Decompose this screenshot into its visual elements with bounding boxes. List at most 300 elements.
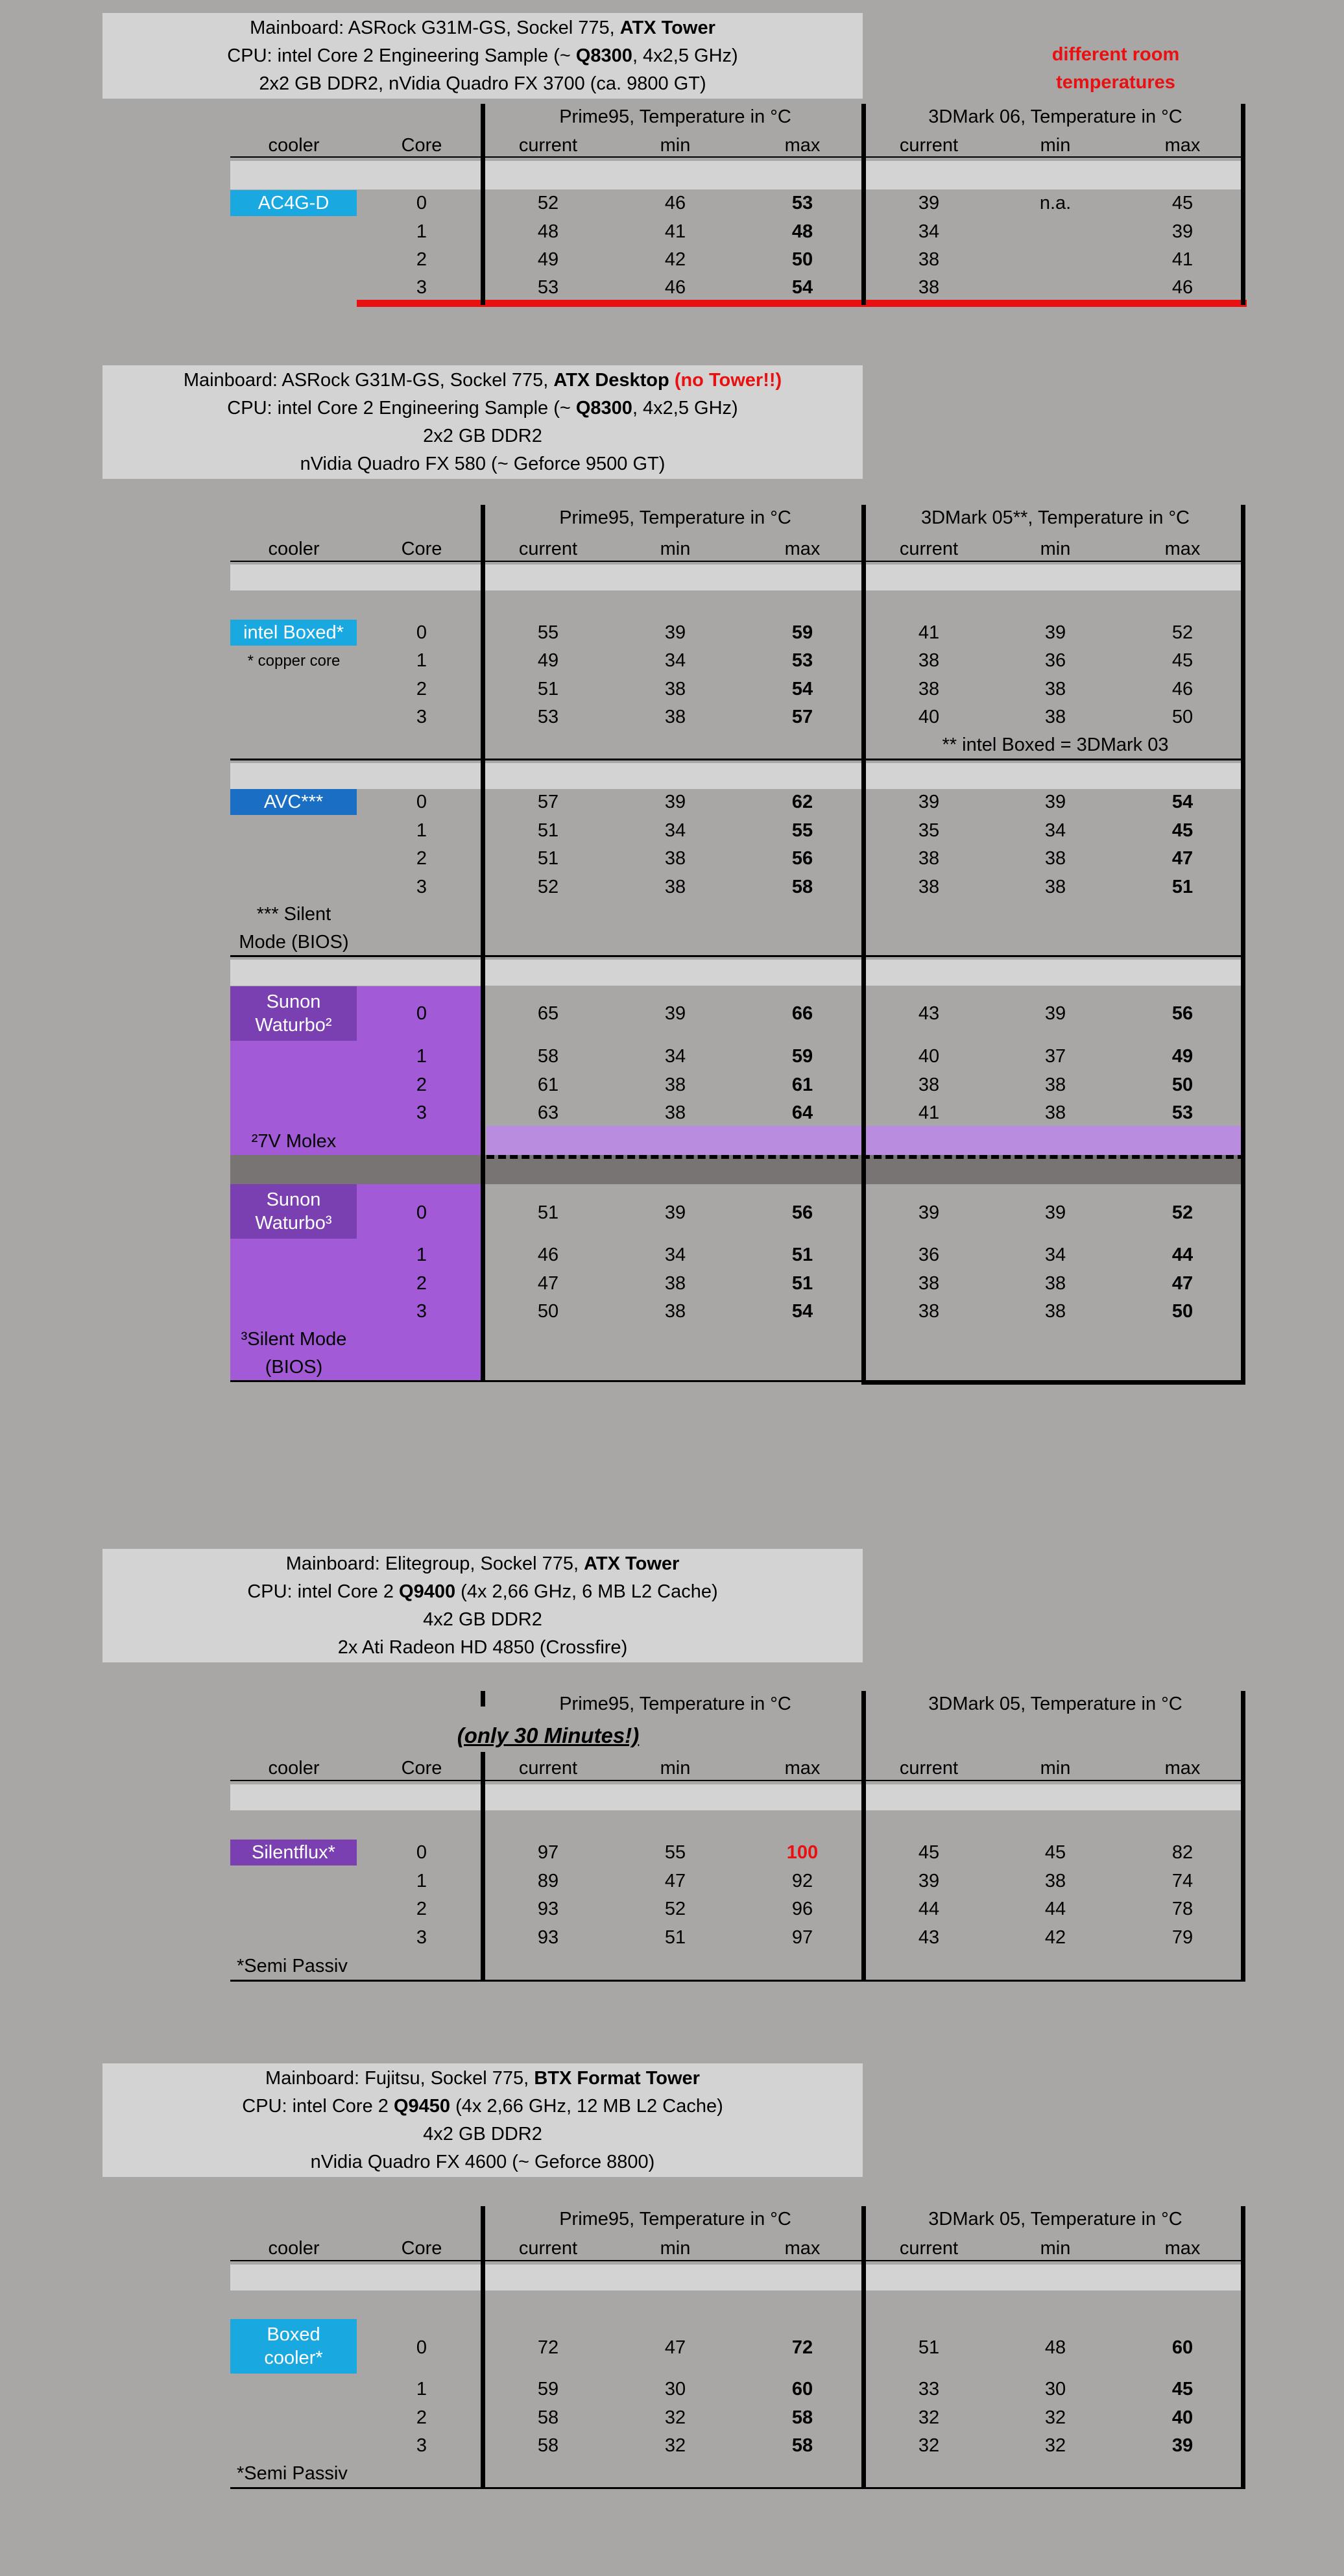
3dmark-value: 41	[918, 622, 940, 643]
prime95-value: 51	[791, 1245, 813, 1265]
prime95-value: 58	[537, 2407, 559, 2428]
3dmark-value: 52	[1171, 622, 1194, 643]
prime95-value: 30	[664, 2379, 686, 2400]
core-number: 3	[416, 877, 427, 897]
prime95-value: 97	[791, 1927, 813, 1948]
prime95-value: 53	[537, 707, 559, 727]
prime95-value: 54	[791, 1301, 813, 1322]
cooler-name	[255, 990, 331, 1037]
row-band	[230, 1155, 1245, 1184]
3dmark-value: 34	[1044, 820, 1066, 841]
3dmark-value: 49	[1171, 1046, 1194, 1067]
3dmark-value: 38	[918, 650, 940, 671]
prime95-value: 38	[664, 707, 686, 727]
3dmark-value: 39	[918, 1202, 940, 1223]
prime95-value: 66	[791, 1003, 813, 1024]
prime95-value: 58	[791, 2435, 813, 2456]
prime95-value: 38	[664, 1102, 686, 1123]
prime95-value: 38	[664, 848, 686, 869]
prime95-value: 62	[791, 792, 813, 812]
3dmark-value: 30	[1044, 2379, 1066, 2400]
core-number: 3	[416, 1102, 427, 1123]
cooler-note: *** Silent	[256, 904, 331, 925]
rule	[230, 156, 1245, 158]
column-divider	[1241, 104, 1245, 305]
column-divider	[861, 104, 866, 305]
cooler-name-line: Waturbo²	[255, 1015, 332, 1036]
prime95-header: Prime95, Temperature in °C	[559, 2209, 791, 2230]
prime95-value: 39	[664, 792, 686, 812]
core-number: 3	[416, 277, 427, 298]
3dmark-value: 46	[1171, 277, 1194, 298]
3dmark-value: 43	[918, 1003, 940, 1024]
3dmark-value: 52	[1171, 1202, 1194, 1223]
prime95-value: 51	[537, 820, 559, 841]
s2-info-line: Mainboard: ASRock G31M-GS, Sockel 775, ATX Desktop (no Tower!!)	[183, 370, 782, 391]
column-divider	[481, 2206, 485, 2489]
column-header: cooler	[268, 2238, 320, 2259]
s4-info-box	[102, 2063, 863, 2177]
prime95-value: 53	[791, 193, 813, 213]
3dmark-value: 33	[918, 2379, 940, 2400]
core-number: 2	[416, 1899, 427, 1919]
column-header: max	[784, 1758, 821, 1779]
3dmark-value: 39	[918, 1871, 940, 1891]
prime95-value: 65	[537, 1003, 559, 1024]
prime95-value: 39	[664, 1003, 686, 1024]
column-header: max	[784, 539, 821, 559]
s3-info-line: 4x2 GB DDR2	[423, 1609, 542, 1630]
core-number: 0	[416, 1842, 427, 1863]
column-divider	[861, 505, 866, 1385]
3dmark-header: 3DMark 05, Temperature in °C	[928, 2209, 1182, 2230]
prime95-value: 97	[537, 1842, 559, 1863]
3dmark-value: 38	[918, 679, 940, 699]
3dmark-value: 40	[918, 1046, 940, 1067]
3dmark-value: 38	[1044, 1075, 1066, 1095]
prime95-value: 34	[664, 1245, 686, 1265]
core-number: 0	[416, 193, 427, 213]
cooler-name-line: Waturbo³	[255, 1213, 332, 1233]
rule	[230, 2487, 1245, 2489]
prime95-value: 53	[791, 650, 813, 671]
prime95-value: 38	[664, 877, 686, 897]
cooler-note: ³Silent Mode	[241, 1329, 347, 1350]
footnote: ** intel Boxed = 3DMark 03	[942, 735, 1169, 755]
prime95-value: 51	[537, 1202, 559, 1223]
prime95-value: 59	[791, 622, 813, 643]
prime95-header: Prime95, Temperature in °C	[559, 106, 791, 127]
core-number: 3	[416, 707, 427, 727]
prime95-value: 38	[664, 1075, 686, 1095]
prime95-value: 72	[791, 2337, 813, 2358]
column-header: current	[899, 2238, 959, 2259]
column-header: min	[1040, 1758, 1071, 1779]
core-number: 0	[416, 1003, 427, 1024]
room-note-1: different room	[1051, 44, 1180, 65]
prime95-value: 49	[537, 650, 559, 671]
cooler-label-avc	[230, 789, 357, 815]
3dmark-value: 54	[1171, 792, 1194, 812]
s1-info-line: 2x2 GB DDR2, nVidia Quadro FX 3700 (ca. 9800 GT)	[259, 73, 706, 94]
3dmark-value: 38	[1044, 1102, 1066, 1123]
cooler-label-intel-boxed	[230, 620, 357, 646]
rule	[861, 1380, 1245, 1385]
prime95-value: 48	[791, 221, 813, 242]
3dmark-value: 39	[1044, 622, 1066, 643]
s4-info-line: nVidia Quadro FX 4600 (~ Geforce 8800)	[310, 2152, 655, 2172]
3dmark-value: 36	[918, 1245, 940, 1265]
prime95-value: 34	[664, 650, 686, 671]
3dmark-value: 38	[1044, 1301, 1066, 1322]
3dmark-value: 45	[1044, 1842, 1066, 1863]
3dmark-value: 32	[918, 2435, 940, 2456]
prime95-value: 61	[791, 1075, 813, 1095]
core-number: 0	[416, 1202, 427, 1223]
3dmark-value: 38	[1044, 877, 1066, 897]
column-header: current	[518, 539, 578, 559]
dashed-divider	[486, 1155, 1245, 1159]
prime95-value: 55	[537, 622, 559, 643]
rule	[230, 1980, 1245, 1982]
column-header: current	[518, 2238, 578, 2259]
row-band	[230, 161, 1245, 189]
3dmark-value: 47	[1171, 848, 1194, 869]
prime95-value: 42	[664, 249, 686, 270]
core-number: 0	[416, 2337, 427, 2358]
3dmark-value: 32	[1044, 2407, 1066, 2428]
core-number: 0	[416, 792, 427, 812]
3dmark-value: 38	[918, 277, 940, 298]
cooler-name-line: cooler*	[264, 2348, 323, 2368]
prime95-value: 32	[664, 2407, 686, 2428]
s2-info-line: nVidia Quadro FX 580 (~ Geforce 9500 GT)	[300, 454, 666, 474]
core-number: 1	[416, 221, 427, 242]
column-header: min	[660, 2238, 691, 2259]
3dmark-value: 42	[1044, 1927, 1066, 1948]
core-number: 1	[416, 650, 427, 671]
3dmark-value: 38	[1044, 1273, 1066, 1294]
prime95-value: 47	[664, 1871, 686, 1891]
prime95-value: 54	[791, 679, 813, 699]
3dmark-value: 78	[1171, 1899, 1194, 1919]
3dmark-value: 44	[918, 1899, 940, 1919]
row-band	[230, 2265, 1245, 2290]
s4-info-line: CPU: intel Core 2 Q9450 (4x 2,66 GHz, 12 MB L2 Cache)	[242, 2096, 723, 2117]
cooler-note: ²7V Molex	[251, 1131, 337, 1152]
prime95-value: 57	[791, 707, 813, 727]
prime95-value: 32	[664, 2435, 686, 2456]
cooler-name	[264, 790, 323, 814]
prime95-value: 93	[537, 1899, 559, 1919]
column-divider	[481, 1691, 485, 1707]
prime95-value: 58	[791, 2407, 813, 2428]
column-header: max	[1164, 1758, 1201, 1779]
s2-info-box	[102, 365, 863, 479]
3dmark-value: 40	[918, 707, 940, 727]
core-number: 2	[416, 1075, 427, 1095]
s3-info-box	[102, 1549, 863, 1662]
prime95-value: 56	[791, 1202, 813, 1223]
3dmark-value: 39	[1044, 1202, 1066, 1223]
prime95-value: 48	[537, 221, 559, 242]
3dmark-value: 82	[1171, 1842, 1194, 1863]
prime95-value: 52	[664, 1899, 686, 1919]
prime95-header: Prime95, Temperature in °C	[559, 1694, 791, 1714]
prime95-value: 39	[664, 1202, 686, 1223]
cooler-note: Mode (BIOS)	[239, 932, 349, 953]
cooler-name-line: AVC***	[263, 792, 324, 812]
3dmark-header: 3DMark 05, Temperature in °C	[928, 1694, 1182, 1714]
3dmark-value: 39	[918, 792, 940, 812]
core-number: 3	[416, 1301, 427, 1322]
cooler-label-sunon-waturbo-7v	[230, 986, 357, 1041]
column-divider	[481, 505, 485, 1382]
column-header: min	[660, 539, 691, 559]
3dmark-value: 44	[1044, 1899, 1066, 1919]
3dmark-value: 39	[918, 193, 940, 213]
3dmark-value: 45	[918, 1842, 940, 1863]
prime95-value: 46	[537, 1245, 559, 1265]
prime95-value: 93	[537, 1927, 559, 1948]
column-header: current	[518, 1758, 578, 1779]
prime95-value: 34	[664, 820, 686, 841]
3dmark-value: 48	[1044, 2337, 1066, 2358]
core-number: 2	[416, 848, 427, 869]
prime95-value: 59	[537, 2379, 559, 2400]
core-number: 1	[416, 820, 427, 841]
rule	[230, 1780, 1245, 1781]
row-band	[230, 763, 1245, 789]
3dmark-value: 50	[1171, 1301, 1194, 1322]
cooler-name-line: intel Boxed*	[243, 622, 344, 643]
column-header: cooler	[268, 539, 320, 559]
3dmark-value: 43	[918, 1927, 940, 1948]
s4-info-line: Mainboard: Fujitsu, Sockel 775, BTX Format Tower	[265, 2068, 700, 2089]
3dmark-header: 3DMark 05**, Temperature in °C	[920, 507, 1190, 528]
3dmark-value: 37	[1044, 1046, 1066, 1067]
column-header: Core	[401, 135, 442, 156]
cooler-name	[252, 1841, 335, 1864]
3dmark-value: 40	[1171, 2407, 1194, 2428]
prime95-value: 89	[537, 1871, 559, 1891]
column-header: max	[1164, 2238, 1201, 2259]
s1-info-line: CPU: intel Core 2 Engineering Sample (~ Q8300, 4x2,5 GHz)	[227, 45, 738, 66]
3dmark-value: 34	[1044, 1245, 1066, 1265]
3dmark-value: 36	[1044, 650, 1066, 671]
prime95-value: 61	[537, 1075, 559, 1095]
prime95-value: 47	[664, 2337, 686, 2358]
3dmark-value: 39	[1171, 2435, 1194, 2456]
prime95-value: 39	[664, 622, 686, 643]
core-number: 2	[416, 249, 427, 270]
column-header: Core	[401, 2238, 442, 2259]
column-divider	[861, 2206, 866, 2489]
cooler-label-sunon-waturbo-silent	[230, 1184, 357, 1239]
3dmark-value: 46	[1171, 679, 1194, 699]
cooler-name	[255, 1188, 331, 1235]
cooler-name-line: Sunon	[266, 1189, 321, 1210]
no-tower-warning: (no Tower!!)	[674, 370, 782, 391]
3dmark-value: 38	[1044, 679, 1066, 699]
cooler-name	[243, 621, 344, 644]
3dmark-value: 35	[918, 820, 940, 841]
prime95-value: 52	[537, 193, 559, 213]
3dmark-value: 60	[1171, 2337, 1194, 2358]
room-note-2: temperatures	[1056, 72, 1175, 93]
column-divider	[1241, 505, 1245, 1385]
3dmark-value: 47	[1171, 1273, 1194, 1294]
column-divider	[481, 1752, 485, 1982]
cooler-name	[258, 191, 330, 215]
prime95-value: 58	[791, 877, 813, 897]
3dmark-value: 41	[918, 1102, 940, 1123]
row-band	[230, 960, 1245, 986]
3dmark-value: 79	[1171, 1927, 1194, 1948]
core-number: 1	[416, 1871, 427, 1891]
column-header: Core	[401, 539, 442, 559]
prime95-value: 58	[537, 1046, 559, 1067]
3dmark-value: 45	[1171, 820, 1194, 841]
3dmark-value: 32	[918, 2407, 940, 2428]
prime95-value: 92	[791, 1871, 813, 1891]
column-divider	[1241, 1691, 1245, 1982]
prime95-value: 49	[537, 249, 559, 270]
prime95-value: 51	[791, 1273, 813, 1294]
3dmark-value: 38	[918, 877, 940, 897]
3dmark-value: 50	[1171, 707, 1194, 727]
column-header: current	[899, 1758, 959, 1779]
prime95-value: 50	[791, 249, 813, 270]
cooler-note: (BIOS)	[265, 1357, 323, 1378]
core-number: 1	[416, 1245, 427, 1265]
3dmark-value: 38	[1044, 848, 1066, 869]
prime95-value: 52	[537, 877, 559, 897]
prime95-value: 55	[664, 1842, 686, 1863]
column-header: max	[1164, 539, 1201, 559]
column-header: max	[784, 135, 821, 156]
column-header: cooler	[268, 135, 320, 156]
cooler-name-line: AC4G-D	[258, 193, 330, 213]
s1-info-box	[102, 13, 863, 99]
3dmark-value: 51	[1171, 877, 1194, 897]
3dmark-value: 74	[1171, 1871, 1194, 1891]
column-header: min	[660, 135, 691, 156]
3dmark-value: 38	[1044, 707, 1066, 727]
core-number: 2	[416, 1273, 427, 1294]
core-number: 3	[416, 2435, 427, 2456]
prime95-value: 54	[791, 277, 813, 298]
3dmark-value: 38	[918, 249, 940, 270]
core-number: 1	[416, 2379, 427, 2400]
rule	[230, 955, 1245, 957]
prime95-value: 51	[664, 1927, 686, 1948]
duration-note: (only 30 Minutes!)	[457, 1723, 640, 1747]
core-number: 2	[416, 2407, 427, 2428]
prime95-value: 46	[664, 277, 686, 298]
column-header: max	[1164, 135, 1201, 156]
row-band	[486, 1126, 1245, 1155]
prime95-value: 47	[537, 1273, 559, 1294]
3dmark-value: 51	[918, 2337, 940, 2358]
column-header: cooler	[268, 1758, 320, 1779]
s2-info-line: CPU: intel Core 2 Engineering Sample (~ Q8300, 4x2,5 GHz)	[227, 398, 738, 419]
prime95-value: 51	[537, 679, 559, 699]
cooler-note: *Semi Passiv	[237, 2463, 348, 2484]
prime95-value: 50	[537, 1301, 559, 1322]
3dmark-value: 41	[1171, 249, 1194, 270]
prime95-header: Prime95, Temperature in °C	[559, 507, 791, 528]
column-header: min	[660, 1758, 691, 1779]
prime95-value: 38	[664, 1273, 686, 1294]
prime95-value: 53	[537, 277, 559, 298]
cooler-label-silentflux	[230, 1840, 357, 1865]
3dmark-value: 39	[1044, 1003, 1066, 1024]
cooler-name-line: Silentflux*	[252, 1842, 335, 1863]
3dmark-value: 38	[918, 1075, 940, 1095]
3dmark-value: 38	[918, 1273, 940, 1294]
3dmark-value: 39	[1044, 792, 1066, 812]
prime95-value: 51	[537, 848, 559, 869]
prime95-value: 63	[537, 1102, 559, 1123]
row-band	[230, 1784, 1245, 1810]
column-header: max	[784, 2238, 821, 2259]
3dmark-value: 39	[1171, 221, 1194, 242]
prime95-value: 100	[786, 1842, 819, 1863]
3dmark-value: 45	[1171, 650, 1194, 671]
prime95-value: 55	[791, 820, 813, 841]
cooler-name-line: Sunon	[266, 991, 321, 1012]
prime95-value: 96	[791, 1899, 813, 1919]
prime95-value: 57	[537, 792, 559, 812]
column-header: min	[1040, 539, 1071, 559]
3dmark-value: 38	[1044, 1871, 1066, 1891]
s3-info-line: CPU: intel Core 2 Q9400 (4x 2,66 GHz, 6 MB L2 Cache)	[247, 1581, 718, 1602]
prime95-value: 34	[664, 1046, 686, 1067]
s1-info-line: Mainboard: ASRock G31M-GS, Sockel 775, ATX Tower	[250, 18, 715, 38]
cooler-name-line: Boxed	[267, 2324, 320, 2345]
cooler-name	[264, 2323, 322, 2370]
prime95-value: 64	[791, 1102, 813, 1123]
cooler-label-ac4g-d	[230, 190, 357, 216]
3dmark-value: 44	[1171, 1245, 1194, 1265]
prime95-value: 59	[791, 1046, 813, 1067]
column-header: current	[899, 539, 959, 559]
column-divider	[481, 104, 485, 305]
s3-info-line: Mainboard: Elitegroup, Sockel 775, ATX Tower	[285, 1553, 680, 1574]
3dmark-value: 34	[918, 221, 940, 242]
prime95-value: 46	[664, 193, 686, 213]
column-header: Core	[401, 1758, 442, 1779]
prime95-value: 56	[791, 848, 813, 869]
prime95-value: 72	[537, 2337, 559, 2358]
row-band	[230, 565, 1245, 590]
s4-info-line: 4x2 GB DDR2	[423, 2124, 542, 2145]
3dmark-value: 45	[1171, 2379, 1194, 2400]
core-number: 0	[416, 622, 427, 643]
column-header: current	[899, 135, 959, 156]
core-number: 2	[416, 679, 427, 699]
highlight-underline	[357, 300, 1247, 307]
prime95-value: 38	[664, 679, 686, 699]
column-divider	[861, 1691, 866, 1982]
s3-info-line: 2x Ati Radeon HD 4850 (Crossfire)	[337, 1637, 628, 1658]
3dmark-value: 53	[1171, 1102, 1194, 1123]
3dmark-value: 50	[1171, 1075, 1194, 1095]
3dmark-value: n.a.	[1039, 193, 1072, 213]
prime95-value: 41	[664, 221, 686, 242]
column-header: current	[518, 135, 578, 156]
